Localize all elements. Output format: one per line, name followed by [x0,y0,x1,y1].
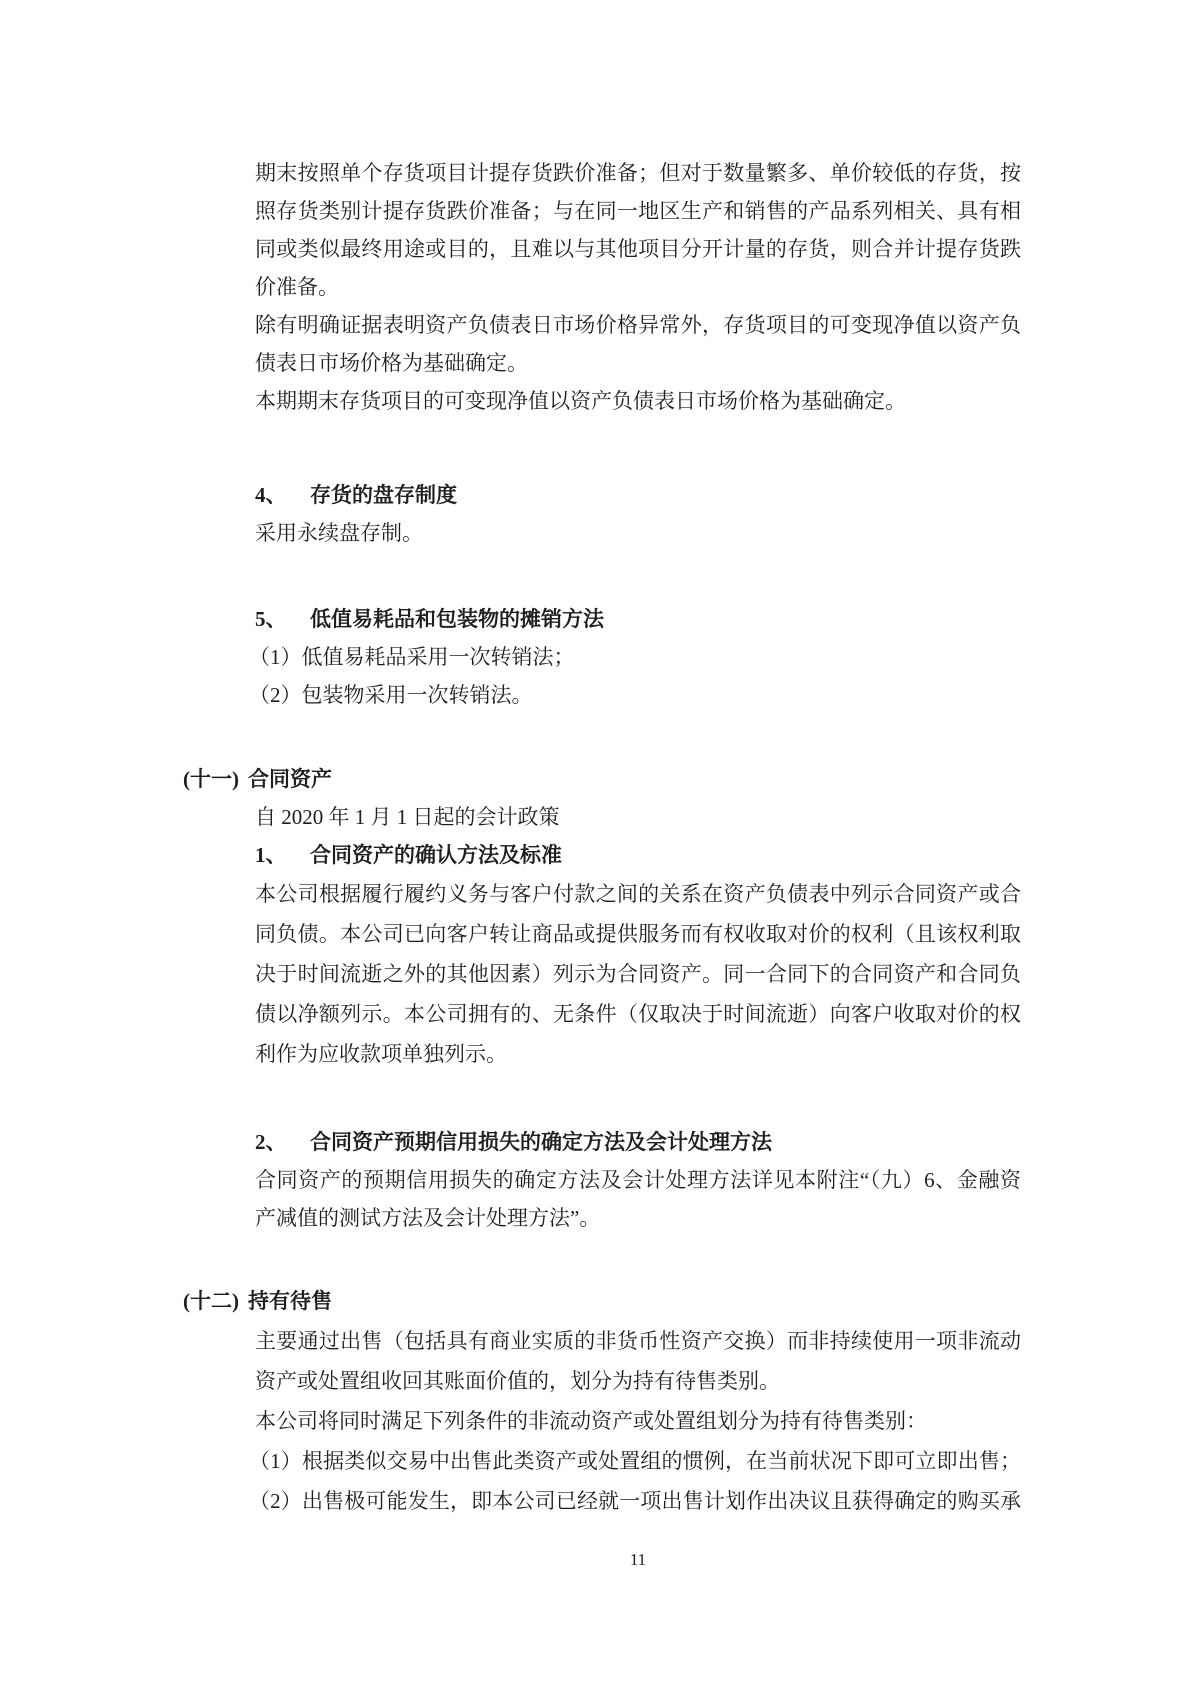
text-line: 决于时间流逝之外的其他因素）列示为合同资产。同一合同下的合同资产和合同负 [255,962,1021,986]
section4-inventory-system [0,476,1200,552]
inventory-impairment-paragraph [0,154,1200,420]
text-line: 利作为应收款项单独列示。 [255,1042,507,1066]
list-item: （2）出售极可能发生，即本公司已经就一项出售计划作出决议且获得确定的购买承 [249,1489,1021,1513]
text-line: 产减值的测试方法及会计处理方法”。 [255,1206,601,1230]
list-item: （2）包装物采用一次转销法。 [249,683,533,707]
section4-title: 存货的盘存制度 [310,483,457,507]
section5-number: 5、 [255,607,287,631]
section11-sub1-title: 合同资产的确认方法及标准 [310,843,562,867]
section5-amortization-method [0,600,1200,714]
page-number: 11 [629,1550,647,1569]
policy-date-line: 自 2020 年 1 月 1 日起的会计政策 [255,805,560,829]
section12-heading [183,1281,1021,1321]
section12-title: 持有待售 [248,1289,332,1313]
text-line: 债表日市场价格为基础确定。 [255,351,528,375]
section11-contract-assets [0,760,1200,1237]
text-line: 同负债。本公司已向客户转让商品或提供服务而有权收取对价的权利（且该权利取 [255,922,1021,946]
text-line: 除有明确证据表明资产负债表日市场价格异常外，存货项目的可变现净值以资产负 [255,313,1021,337]
text-line: 本公司将同时满足下列条件的非流动资产或处置组划分为持有待售类别： [255,1409,927,1433]
text-line: 期末按照单个存货项目计提存货跌价准备；但对于数量繁多、单价较低的存货，按 [255,161,1021,185]
section11-sub2-block [0,1123,1200,1237]
section5-heading [255,600,1021,638]
text-line: 合同资产的预期信用损失的确定方法及会计处理方法详见本附注“（九）6、金融资 [255,1168,1021,1192]
section11-sub1-heading [255,836,1021,874]
list-item: （1）低值易耗品采用一次转销法； [249,645,575,669]
section11-sub2-title: 合同资产预期信用损失的确定方法及会计处理方法 [310,1130,772,1154]
text-line: 同或类似最终用途或目的，且难以与其他项目分开计量的存货，则合并计提存货跌 [255,237,1021,261]
section12-held-for-sale [0,1281,1200,1521]
text-line: 债以净额列示。本公司拥有的、无条件（仅取决于时间流逝）向客户收取对价的权 [255,1002,1021,1026]
text-line: 主要通过出售（包括具有商业实质的非货币性资产交换）而非持续使用一项非流动 [255,1329,1021,1353]
text-line: 本公司根据履行履约义务与客户付款之间的关系在资产负债表中列示合同资产或合 [255,882,1021,906]
section5-title: 低值易耗品和包装物的摊销方法 [310,607,604,631]
section11-title: 合同资产 [248,767,332,791]
text-line: 资产或处置组收回其账面价值的，划分为持有待售类别。 [255,1369,780,1393]
text-line: 照存货类别计提存货跌价准备；与在同一地区生产和销售的产品系列相关、具有相 [255,199,1021,223]
section11-sub2-number: 2、 [255,1130,287,1154]
text-line: 本期期末存货项目的可变现净值以资产负债表日市场价格为基础确定。 [255,389,906,413]
section4-number: 4、 [255,483,287,507]
section11-sub2-heading [255,1123,1021,1161]
section11-heading [183,760,1021,798]
text-line: 价准备。 [255,275,339,299]
section11-sub1-number: 1、 [255,843,287,867]
section12-label: (十二) [183,1289,239,1313]
list-item: （1）根据类似交易中出售此类资产或处置组的惯例，在当前状况下即可立即出售； [249,1449,1021,1473]
section4-heading [255,476,1021,514]
text-line: 采用永续盘存制。 [255,521,423,545]
section11-label: (十一) [183,767,239,791]
